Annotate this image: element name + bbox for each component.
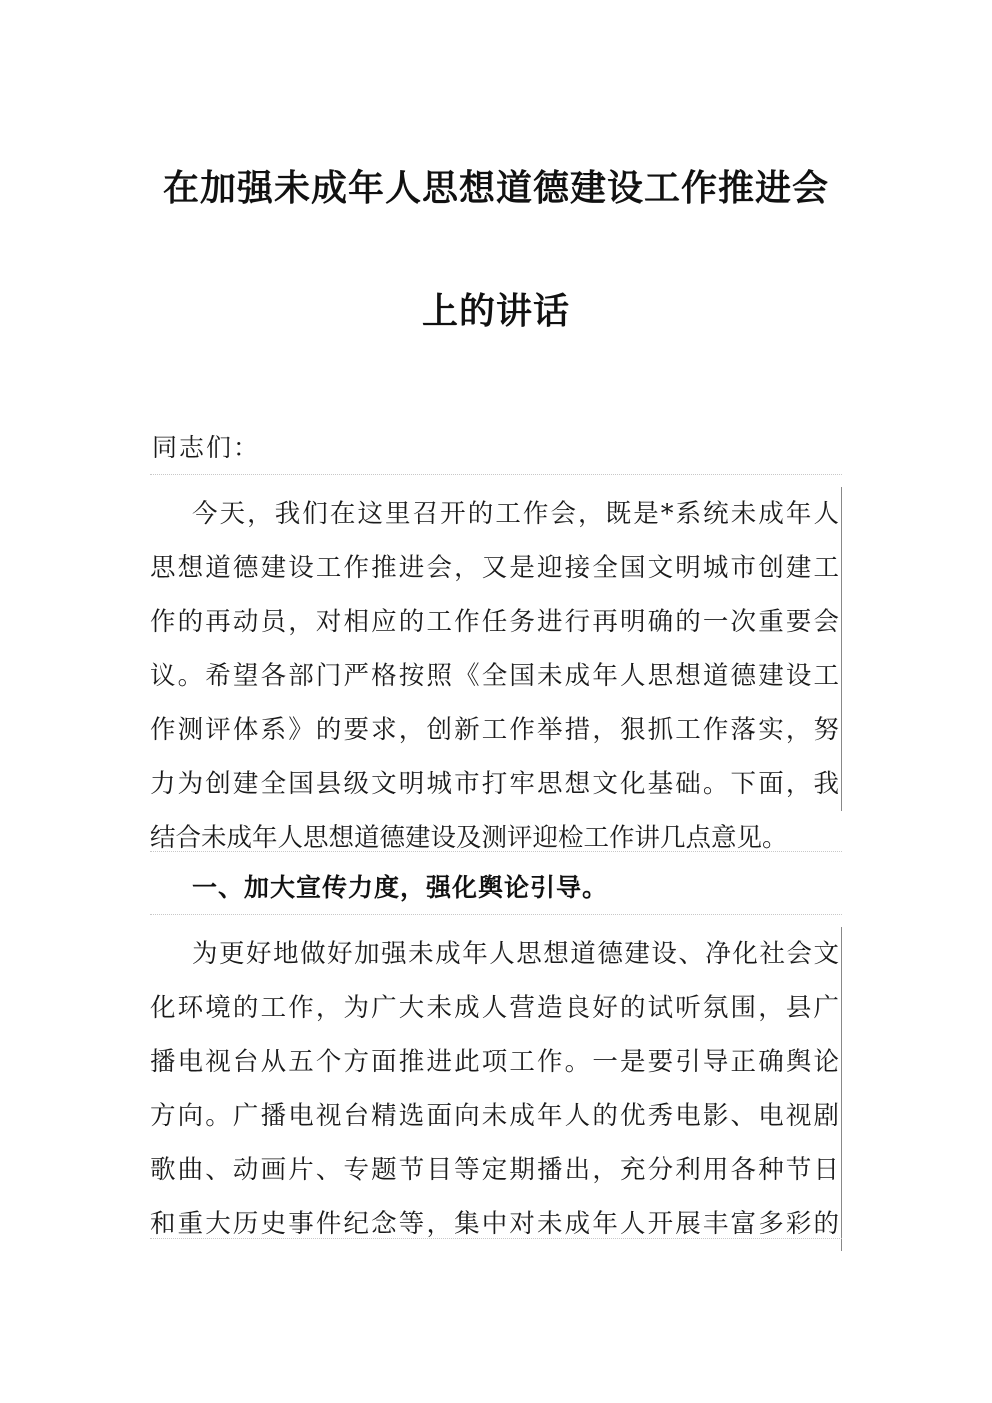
paragraph-line: 播电视台从五个方面推进此项工作。一是要引导正确舆论 — [150, 1035, 842, 1089]
section-heading-1: 一、加大宣传力度，强化舆论引导。 — [192, 873, 609, 902]
document-title-line-2: 上的讲话 — [421, 290, 570, 332]
paragraph-2 — [150, 927, 842, 1251]
paragraph-line: 作测评体系》的要求，创新工作举措，狠抓工作落实，努 — [150, 703, 842, 757]
paragraph-line: 今天，我们在这里召开的工作会，既是*系统未成年人 — [150, 487, 842, 541]
salutation: 同志们： — [152, 433, 261, 462]
paragraph-line: 化环境的工作，为广大未成人营造良好的试听氛围，县广 — [150, 981, 842, 1035]
paragraph-top-border — [150, 474, 842, 475]
paragraph-bottom-border — [150, 1238, 842, 1239]
paragraph-1 — [150, 487, 842, 865]
paragraph-line: 议。希望各部门严格按照《全国未成年人思想道德建设工 — [150, 649, 842, 703]
paragraph-line: 作的再动员，对相应的工作任务进行再明确的一次重要会 — [150, 595, 842, 649]
paragraph-line: 为更好地做好加强未成年人思想道德建设、净化社会文 — [150, 927, 842, 981]
paragraph-bottom-border — [150, 851, 842, 852]
paragraph-line: 思想道德建设工作推进会，又是迎接全国文明城市创建工 — [150, 541, 842, 595]
paragraph-top-border — [150, 914, 842, 915]
paragraph-line: 方向。广播电视台精选面向未成年人的优秀电影、电视剧 — [150, 1089, 842, 1143]
paragraph-line: 力为创建全国县级文明城市打牢思想文化基础。下面，我 — [150, 757, 842, 811]
paragraph-line: 结合未成年人思想道德建设及测评迎检工作讲几点意见。 — [150, 823, 788, 853]
paragraph-line: 歌曲、动画片、专题节目等定期播出，充分利用各种节日 — [150, 1143, 842, 1197]
paragraph-line: 和重大历史事件纪念等，集中对未成年人开展丰富多彩的 — [150, 1197, 842, 1251]
document-title-line-1: 在加强未成年人思想道德建设工作推进会 — [162, 167, 829, 209]
